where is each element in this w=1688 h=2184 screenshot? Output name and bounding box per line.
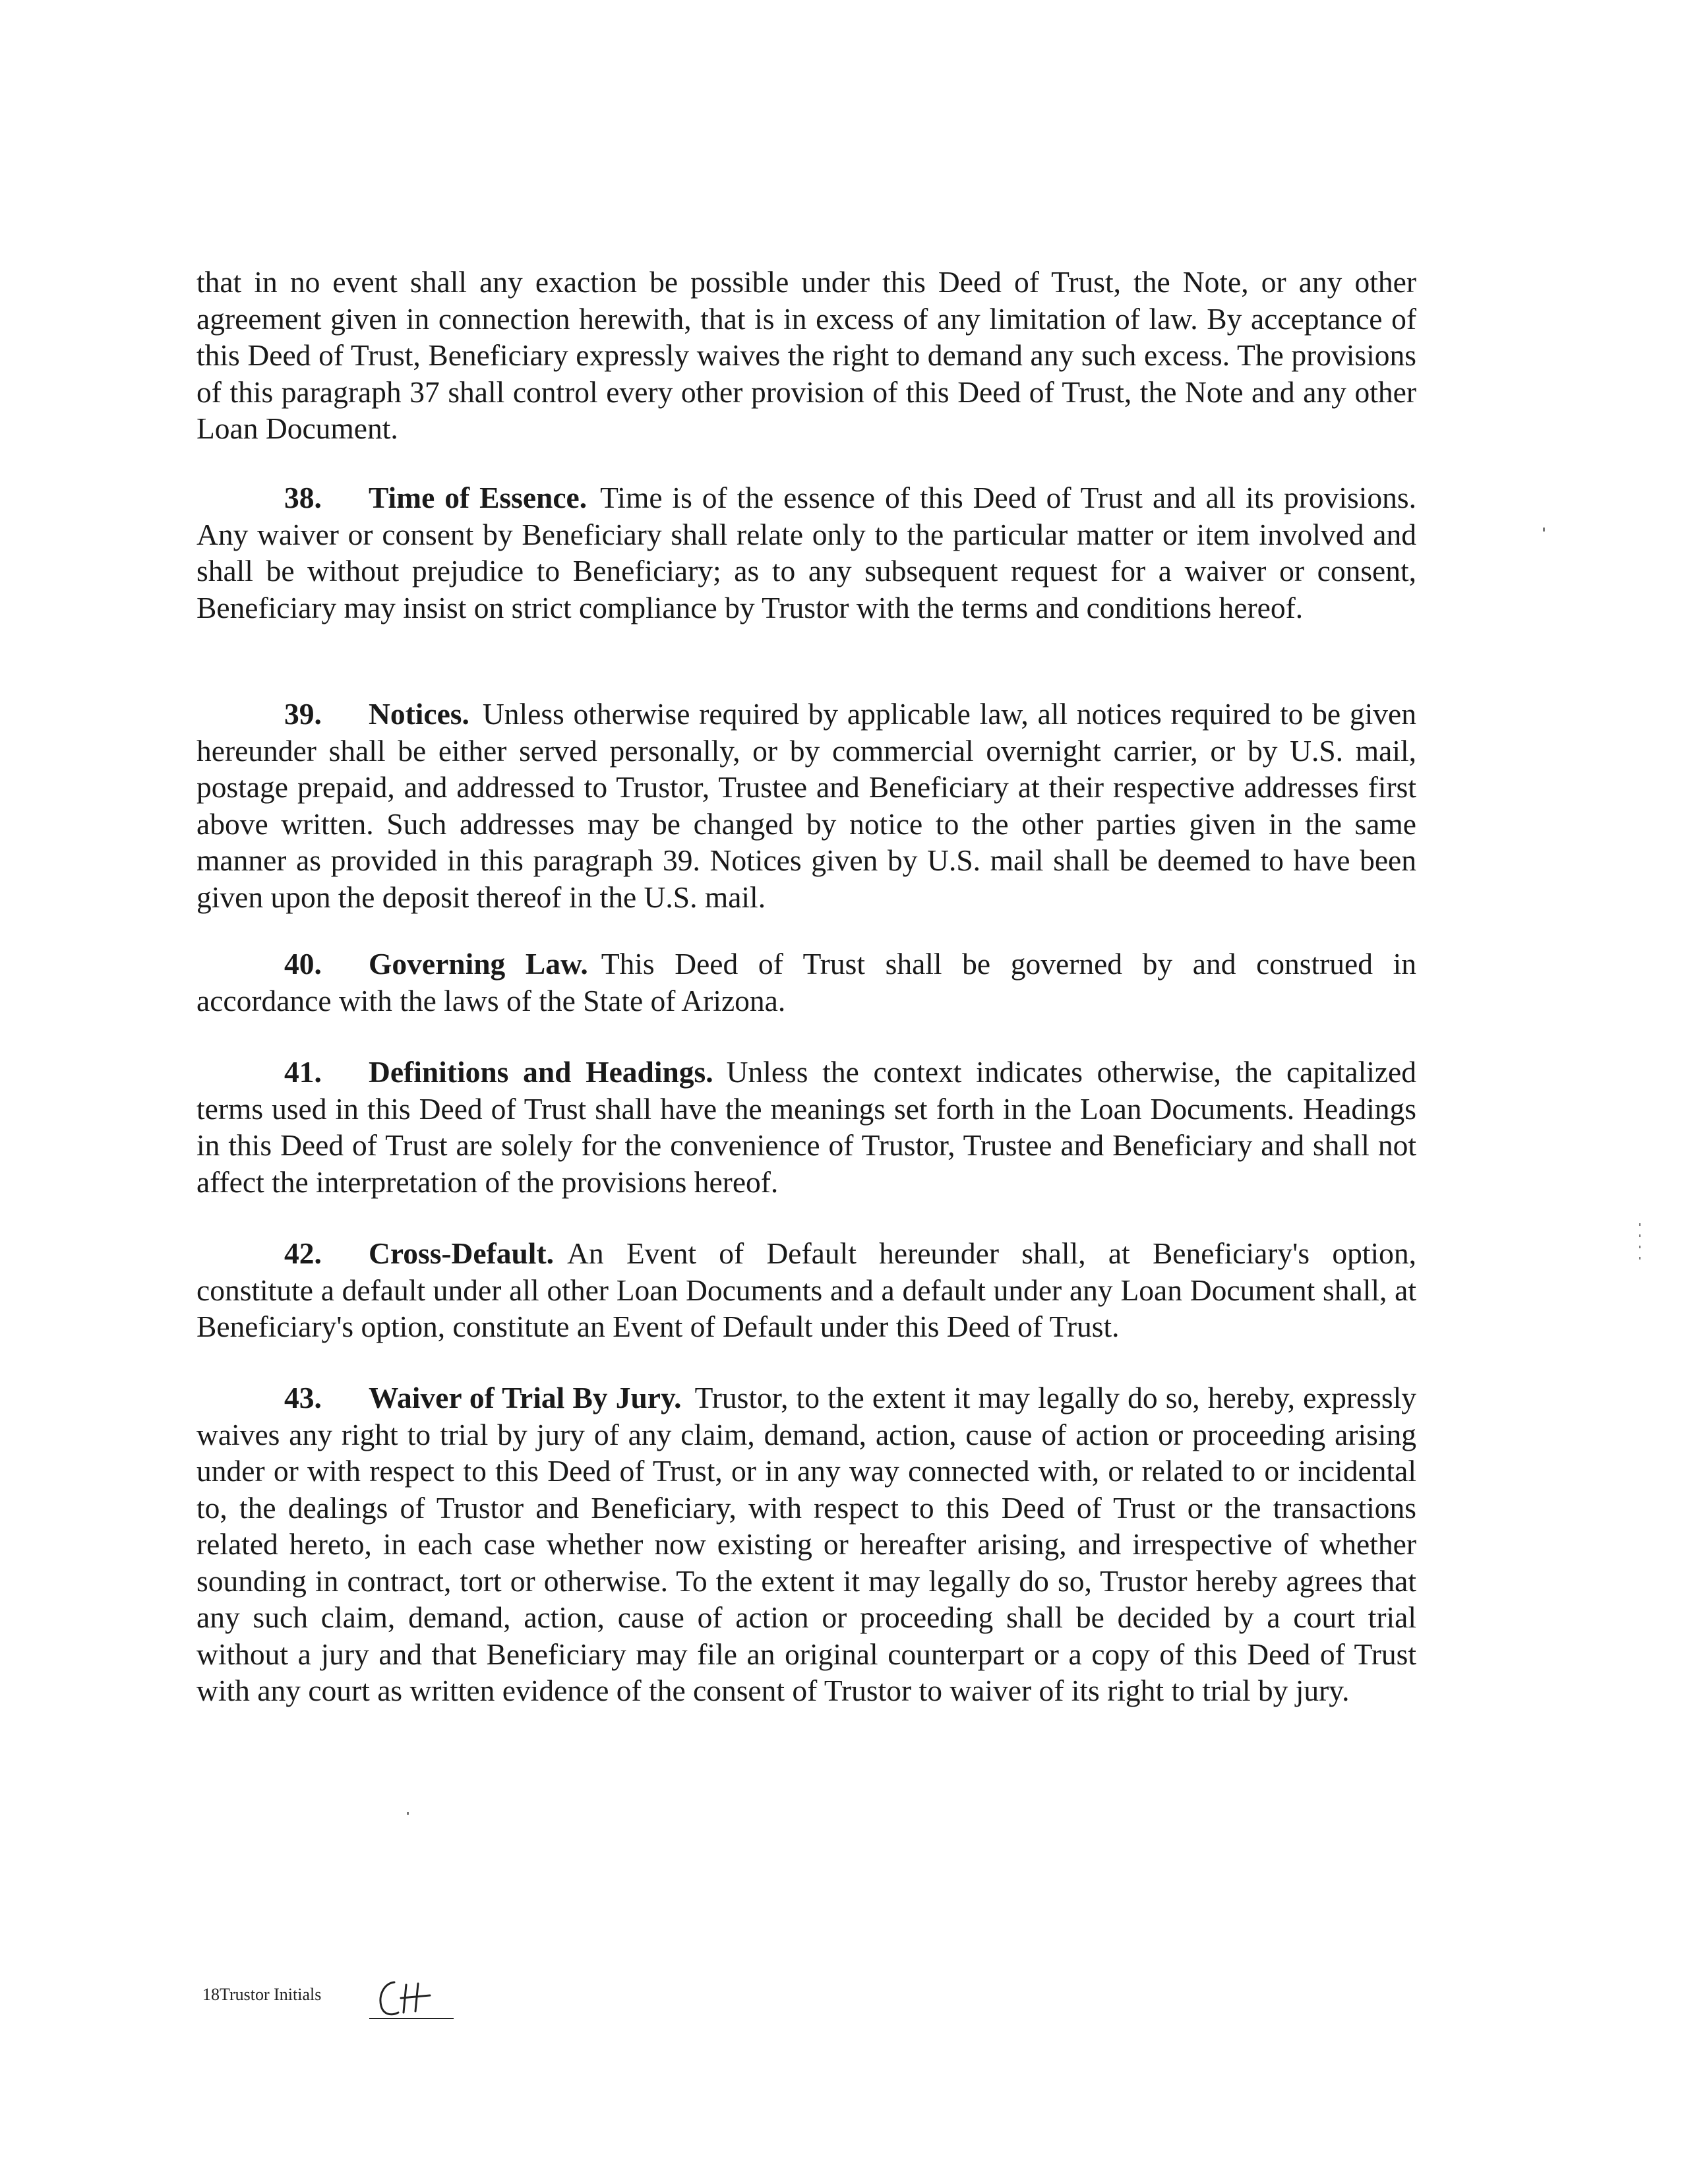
paragraph-heading: Definitions and Headings. [369,1055,713,1089]
paragraph-42 [196,1235,1416,1345]
paragraph-number: 43. [284,1381,322,1414]
initials-underline [369,2018,454,2019]
paragraph-number: 41. [284,1055,322,1089]
trustor-initials-signature [375,1973,447,2020]
paragraph-number: 39. [284,697,322,731]
paragraph-39 [196,696,1416,915]
scan-speck [1543,528,1545,531]
paragraph-43 [196,1380,1416,1709]
paragraph-38 [196,479,1416,626]
continuation-paragraph: that in no event shall any exaction be possible under this Deed of Trust, the Note, or any other agreement given in connection herewith, that is in excess of any limitation of law. By acceptance of this Deed of Trust, Beneficiary expressly waives the right to demand any such excess. The provisions of this paragraph 37 shall control every other provision of this Deed of Trust, the Note and any other Loan Document. [196,265,1416,445]
scan-speck [1639,1234,1641,1237]
scan-speck [407,1812,409,1815]
paragraph-40 [196,946,1416,1019]
scan-speck [1639,1223,1641,1226]
paragraph-41 [196,1054,1416,1200]
paragraph-number: 40. [284,947,322,981]
paragraph-body: Unless otherwise required by applicable law, all notices required to be given hereunder shall be either served personally, or by commercial overnight carrier, or by U.S. mail, postage prepaid, and addressed to Trustor, Trustee and Beneficiary at their respective addresses first above written. Such addresses may be changed by notice to the other parties given in the same manner as provided in this paragraph 39. Notices given by U.S. mail shall be deemed to have been given upon the deposit thereof in the U.S. mail. [196,697,1416,914]
scan-speck [1639,1257,1641,1259]
paragraph-heading: Governing Law. [369,947,588,981]
paragraph-body: Unless the context indicates otherwise, the capitalized terms used in this Deed of Trust shall have the meanings set forth in the Loan Documents. Headings in this Deed of Trust are solely for the convenience of Trustor, Trustee and Beneficiary and shall not affect the interpretation of the provisions hereof. [196,1055,1416,1199]
paragraph-body: This Deed of Trust shall be governed by and construed in accordance with the laws of the State of Arizona. [196,947,1417,1017]
paragraph-body: An Event of Default hereunder shall, at Beneficiary's option, constitute a default under all other Loan Documents and a default under any Loan Document shall, at Beneficiary's option, constitute an Event of Default under this Deed of Trust. [196,1236,1416,1343]
paragraph-heading: Waiver of Trial By Jury. [369,1381,682,1414]
paragraph-heading: Time of Essence. [369,481,588,514]
footer-initials-label: 18Trustor Initials [202,1985,322,2004]
paragraph-number: 42. [284,1236,322,1270]
paragraph-body: Time is of the essence of this Deed of Trust and all its provisions. Any waiver or consent by Beneficiary shall relate only to the particular matter or item involved and shall be without prejudice to Beneficiary; as to any subsequent request for a waiver or consent, Beneficiary may insist on strict compliance by Trustor with the terms and conditions hereof. [196,481,1416,624]
paragraph-heading: Cross-Default. [369,1236,554,1270]
paragraph-body: Trustor, to the extent it may legally do so, hereby, expressly waives any right to trial by jury of any claim, demand, action, cause of action or proceeding arising under or with respect to this Deed of Trust, or in any way connected with, or related to or incidental to, the dealings of Trustor and Beneficiary, with respect to this Deed of Trust or the transactions related hereto, in each case whether now existing or hereafter arising, and irrespective of whether sounding in contract, tort or otherwise. To the extent it may legally do so, Trustor hereby agrees that any such claim, demand, action, cause of action or proceeding shall be decided by a court trial without a jury and that Beneficiary may file an original counterpart or a copy of this Deed of Trust with any court as written evidence of the consent of Trustor to waiver of its right to trial by jury. [196,1381,1416,1707]
scan-speck [1639,1246,1641,1248]
paragraph-number: 38. [284,481,322,514]
paragraph-heading: Notices. [369,697,469,731]
